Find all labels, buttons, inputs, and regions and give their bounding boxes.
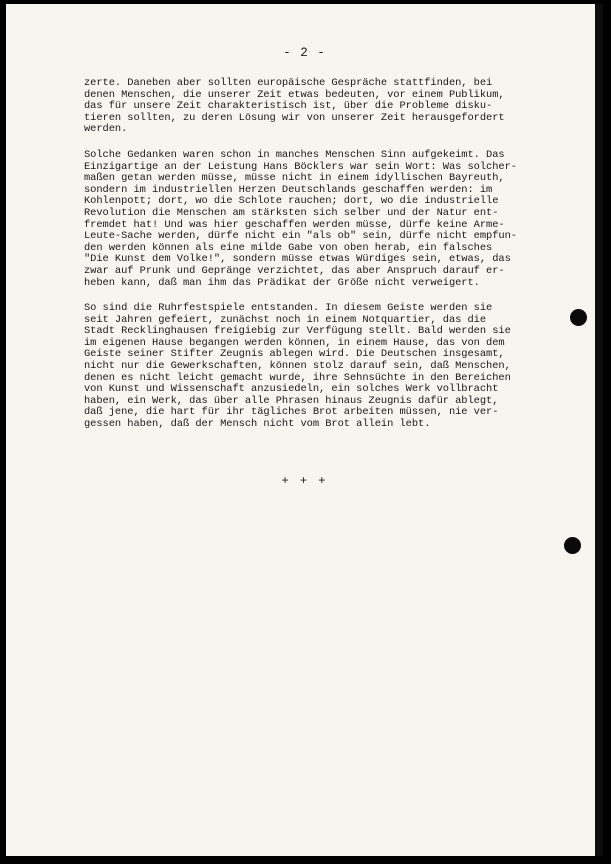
text-line: im eigenen Hause begangen werden können, in einem Hause, das von dem <box>84 336 505 349</box>
text-line: fremdet hat! Und was hier geschaffen werden müsse, dürfe keine Arme- <box>84 218 505 231</box>
text-line: Leute-Sache werden, dürfe nicht ein "als ob" sein, dürfe nicht empfun- <box>84 230 517 243</box>
text-line: heben kann, daß man ihm das Prädikat der Größe nicht verweigert. <box>84 276 480 289</box>
text-line: zerte. Daneben aber sollten europäische Gespräche stattfinden, bei <box>84 77 493 89</box>
paragraph-3 <box>84 303 582 431</box>
text-line: von Kunst und Wissenschaft anzusiedeln, ein solches Werk vollbracht <box>84 383 499 396</box>
text-line: Einzigartige an der Leistung Hans Böcklers war sein Wort: Was solcher- <box>84 160 517 173</box>
paragraph-1 <box>84 78 582 136</box>
text-line: daß jene, die hart für ihr tägliches Brot arbeiten müssen, nie ver- <box>84 406 499 419</box>
text-line: das für unsere Zeit charakteristisch ist, über die Probleme disku- <box>84 100 493 113</box>
text-line: denen es nicht leicht gemacht wurde, ihre Sehnsüchte in den Bereichen <box>84 371 511 384</box>
text-line: seit Jahren gefeiert, zunächst noch in einem Notquartier, das die <box>84 313 487 326</box>
text-line: denen Menschen, die unserer Zeit etwas bedeuten, vor einem Publikum, <box>84 88 505 101</box>
text-line: tieren sollten, zu deren Lösung wir von unserer Zeit herausgefordert <box>84 111 505 124</box>
text-line: gessen haben, daß der Mensch nicht vom Brot allein lebt. <box>84 418 431 431</box>
text-line: sondern im industriellen Herzen Deutschlands geschaffen werden: im <box>84 183 493 196</box>
text-line: Geiste seiner Stifter Zeugnis ablegen wird. Die Deutschen insgesamt, <box>84 348 505 361</box>
text-line: Kohlenpott; dort, wo die Schlote rauchen; dort, wo die industrielle <box>84 195 499 208</box>
text-line: "Die Kunst dem Volke!", sondern müsse etwas Würdiges sein, etwas, das <box>84 253 511 266</box>
text-line: Stadt Recklinghausen freigiebig zur Verfügung stellt. Bald werden sie <box>84 325 511 338</box>
document-body <box>84 78 582 445</box>
text-line: Solche Gedanken waren schon in manches Menschen Sinn aufgekeimt. Das <box>84 148 505 161</box>
punch-hole <box>564 537 581 554</box>
text-line: Revolution die Menschen am stärksten sich selber und der Natur ent- <box>84 206 499 219</box>
text-line: zwar auf Prunk und Gepränge verzichtet, das aber Anspruch darauf er- <box>84 264 505 277</box>
section-separator: + + + <box>281 474 328 488</box>
text-line: werden. <box>84 123 128 136</box>
page-edge-shadow <box>595 4 603 856</box>
page-number: - 2 - <box>283 46 326 60</box>
paragraph-2 <box>84 150 582 289</box>
text-line: nicht nur die Gewerkschaften, können stolz darauf sein, daß Menschen, <box>84 360 511 373</box>
document-page <box>6 4 603 856</box>
text-line: So sind die Ruhrfestspiele entstanden. In diesem Geiste werden sie <box>84 302 493 315</box>
text-line: den werden können als eine milde Gabe von oben herab, ein falsches <box>84 241 493 254</box>
text-line: maßen getan werden müsse, müsse nicht in einem idyllischen Bayreuth, <box>84 172 505 185</box>
punch-hole <box>570 309 587 326</box>
text-line: haben, ein Werk, das über alle Phrasen hinaus Zeugnis dafür ablegt, <box>84 394 499 407</box>
